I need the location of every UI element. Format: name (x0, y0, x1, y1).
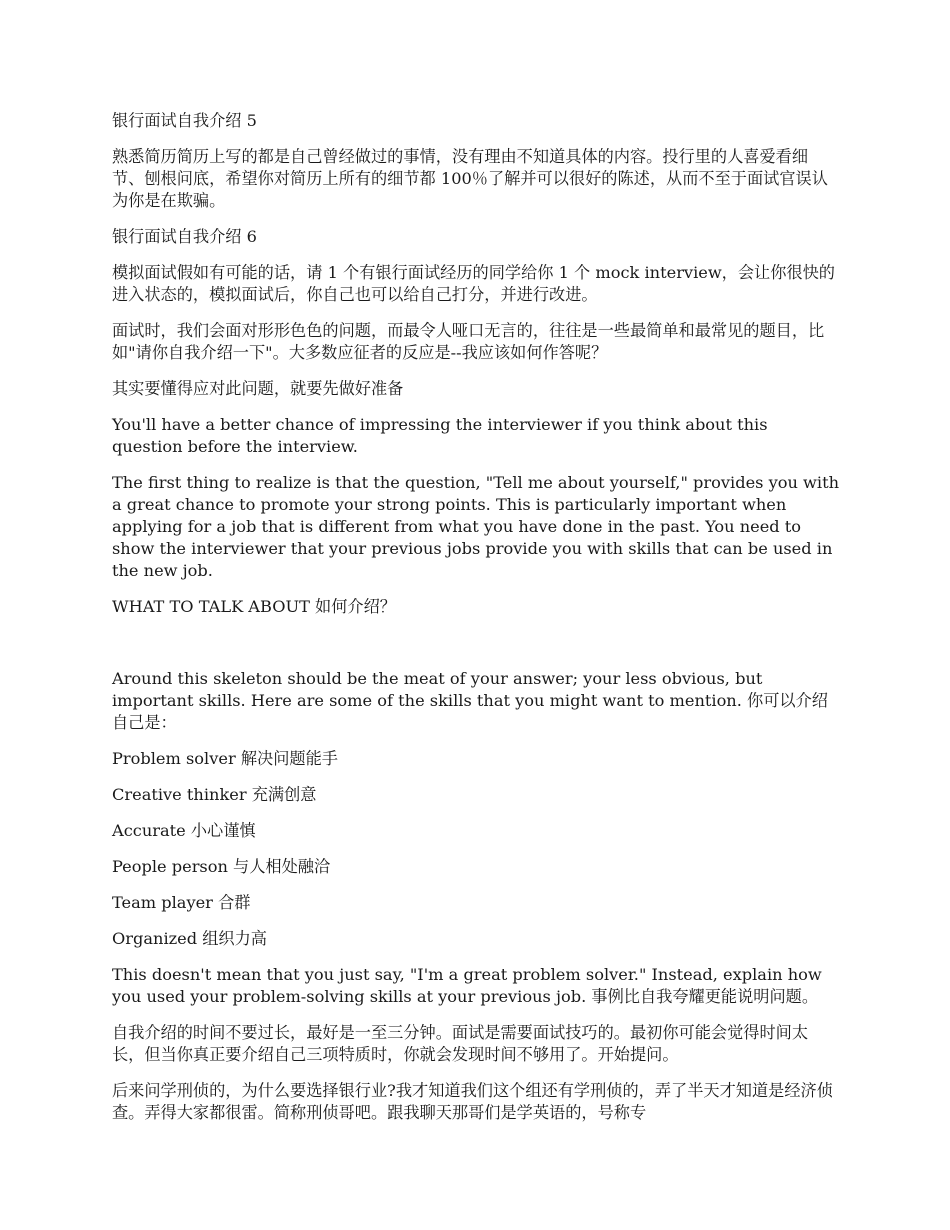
skill-accurate: Accurate 小心谨慎 (112, 821, 256, 840)
paragraph-resume: 熟悉简历简历上写的都是自己曾经做过的事情，没有理由不知道具体的内容。投行里的人喜爱看细节、刨根问底，希望你对简历上所有的细节都 100％了解并可以很好的陈述，从而不至于面试官误认为你是在欺骗。 (112, 147, 828, 210)
paragraph-story: 后来问学刑侦的，为什么要选择银行业?我才知道我们这个组还有学刑侦的，弄了半天才知道是经济侦查。弄得大家都很雷。简称刑侦哥吧。跟我聊天那哥们是学英语的，号称专 (112, 1081, 833, 1122)
skill-problem-solver: Problem solver 解决问题能手 (112, 749, 338, 768)
paragraph-skeleton: Around this skeleton should be the meat of your answer; your less obvious, but important skills. Here are some of the skills that you might want to mention. 你可以介绍自己是： (112, 669, 828, 732)
heading-what-to-talk-about: WHAT TO TALK ABOUT 如何介绍？ (112, 597, 396, 616)
skill-people-person: People person 与人相处融洽 (112, 857, 331, 876)
paragraph-common-questions: 面试时，我们会面对形形色色的问题，而最令人哑口无言的，往往是一些最简单和最常见的题目，比如"请你自我介绍一下"。大多数应征者的反应是--我应该如何作答呢？ (112, 321, 825, 362)
paragraph-first-thing: The first thing to realize is that the question, "Tell me about yourself," provides you with a great chance to promote your strong points. This is particularly important when applying for a job that is different from what you have done in the past. You need to show the interviewer that your previous jobs provide you with skills that can be used in the new job. (112, 473, 840, 580)
paragraph-examples: This doesn't mean that you just say, "I'm a great problem solver." Instead, explain how you used your problem-solving skills at your previous job. 事例比自我夸耀更能说明问题。 (112, 965, 822, 1006)
paragraph-prepare: 其实要懂得应对此问题，就要先做好准备 (112, 379, 404, 398)
paragraph-better-chance: You'll have a better chance of impressing the interviewer if you think about this question before the interview. (112, 415, 768, 456)
skill-creative-thinker: Creative thinker 充满创意 (112, 785, 317, 804)
skill-organized: Organized 组织力高 (112, 929, 267, 948)
paragraph-mock-interview: 模拟面试假如有可能的话，请 1 个有银行面试经历的同学给你 1 个 mock interview，会让你很快的进入状态的，模拟面试后，你自己也可以给自己打分，并进行改进。 (112, 263, 835, 304)
section-heading-5: 银行面试自我介绍 5 (112, 111, 257, 130)
document-body (112, 110, 840, 1124)
skill-team-player: Team player 合群 (112, 893, 251, 912)
section-heading-6: 银行面试自我介绍 6 (112, 227, 257, 246)
paragraph-duration: 自我介绍的时间不要过长，最好是一至三分钟。面试是需要面试技巧的。最初你可能会觉得时间太长，但当你真正要介绍自己三项特质时，你就会发现时间不够用了。开始提问。 (112, 1023, 809, 1064)
